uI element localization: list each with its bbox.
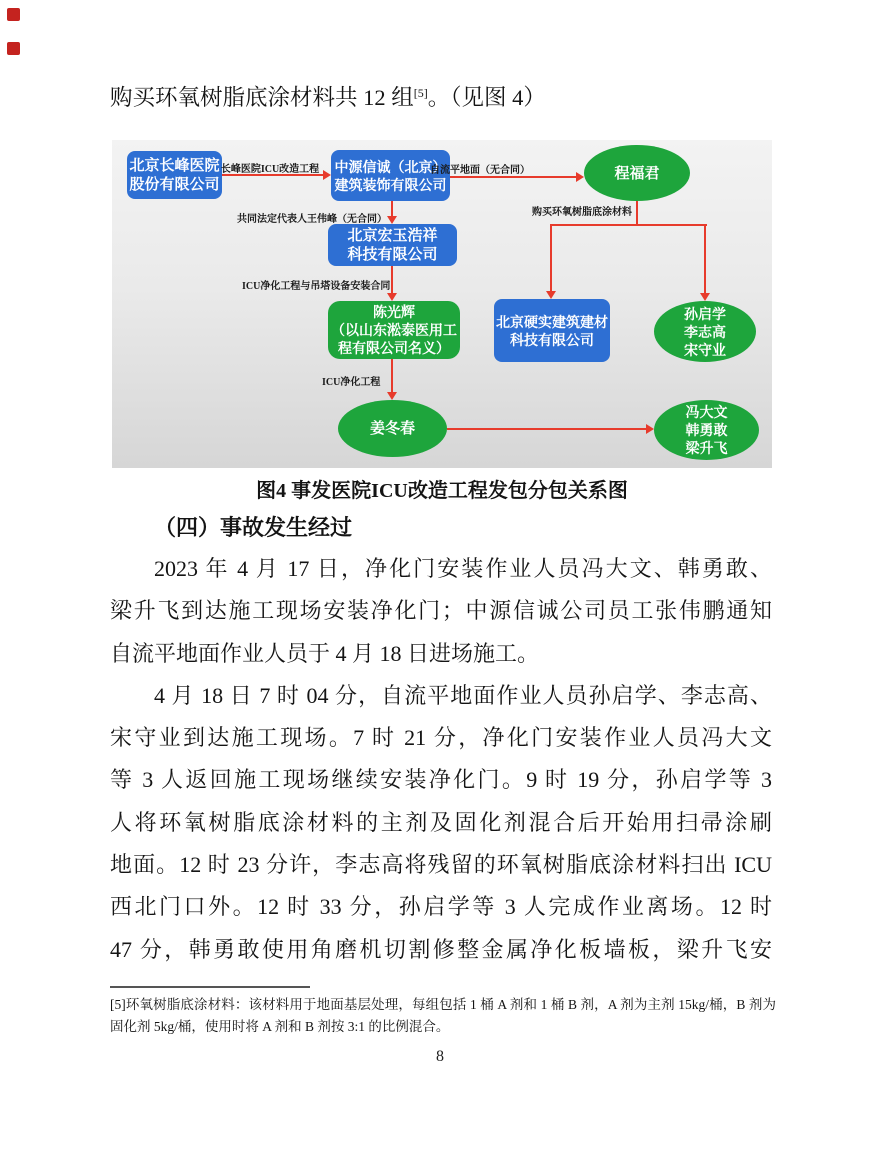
connector-jiang-feng (447, 428, 646, 430)
body-line: 梁升飞到达施工现场安装净化门；中源信诚公司员工张伟鹏通知 (110, 598, 772, 624)
arrowhead (700, 293, 710, 301)
body-line: 2023 年 4 月 17 日，净化门安装作业人员冯大文、韩勇敢、 (154, 556, 772, 581)
arrowhead (576, 172, 584, 182)
intro-paragraph (110, 78, 790, 113)
node-line: 股份有限公司 (129, 176, 220, 193)
node-line: 韩勇敢 (685, 422, 728, 438)
node-line: 北京硬实建筑建材 (496, 313, 608, 330)
connector-chengfujun-down (636, 201, 638, 226)
node-hongyu-haoxiang (328, 224, 457, 266)
node-line: 姜冬春 (369, 420, 415, 437)
connector-split-horizontal (550, 224, 707, 226)
node-line: （以山东淞泰医用工 (331, 322, 457, 338)
edge-label-purification-contract: ICU净化工程与吊塔设备安装合同 (242, 281, 391, 292)
connector-chen-jiang (391, 359, 393, 392)
red-annotation-icon (7, 8, 20, 21)
node-yingshi-building (494, 299, 610, 362)
edge-label-selfleveling: 自流平地面（无合同） (430, 165, 530, 176)
body-line: 等 3 人返回施工现场继续安装净化门。9 时 19 分，孙启学等 3 (110, 767, 772, 793)
node-line: 宋守业 (684, 341, 726, 358)
footnote-line: 固化剂 5kg/桶，使用时将 A 剂和 B 剂按 3:1 的比例混合。 (110, 1018, 450, 1034)
node-changfeng-hospital (127, 151, 222, 199)
edge-label-icu-purification: ICU净化工程 (322, 377, 381, 388)
connector-zhongyuan-hongyu (391, 201, 393, 216)
node-feng-group (654, 400, 759, 460)
edge-label-legal-rep: 共同法定代表人王伟峰（无合同） (237, 214, 387, 225)
node-sun-group (654, 301, 756, 362)
page-number: 8 (436, 1048, 444, 1065)
body-line: 4 月 18 日 7 时 04 分，自流平地面作业人员孙启学、李志高、 (154, 682, 772, 708)
footnote-divider (110, 986, 310, 988)
node-line: 北京长峰医院 (129, 157, 220, 174)
figure4-caption: 图4 事发医院ICU改造工程发包分包关系图 (256, 480, 628, 502)
node-jiang-dongchun (338, 400, 447, 457)
body-line: 47 分，韩勇敢使用角磨机切割修整金属净化板墙板，梁升飞安 (110, 936, 772, 962)
node-line: 孙启学 (684, 305, 726, 322)
red-annotation-icon (7, 42, 20, 55)
body-text (110, 548, 772, 971)
body-line: 人将环氧树脂底涂材料的主剂及固化剂混合后开始用扫帚涂刷 (110, 809, 772, 835)
node-line: 冯大文 (685, 404, 728, 420)
body-line: 宋守业到达施工现场。7 时 21 分，净化门安装作业人员冯大文 (110, 725, 772, 751)
node-line: 北京宏玉浩祥 (347, 227, 438, 244)
connector-zhongyuan-chengfujun (450, 176, 576, 178)
figure4-diagram (112, 140, 772, 468)
body-line: 自流平地面作业人员于 4 月 18 日进场施工。 (110, 640, 540, 666)
arrowhead (546, 291, 556, 299)
body-line: 西北门口外。12 时 33 分，孙启学等 3 人完成作业离场。12 时 (110, 894, 772, 920)
arrowhead (387, 216, 397, 224)
connector-to-yingshi (550, 224, 552, 291)
node-line: 科技有限公司 (510, 331, 594, 348)
arrowhead (387, 392, 397, 400)
footnote (110, 994, 776, 1037)
node-line: 中源信诚（北京） (334, 158, 447, 175)
edge-label-icu-project: 长峰医院ICU改造工程 (220, 164, 320, 175)
node-line: 程有限公司名义） (338, 340, 450, 356)
node-line: 科技有限公司 (347, 246, 438, 263)
node-line: 建筑装饰有限公司 (334, 176, 447, 193)
arrowhead (646, 424, 654, 434)
connector-hongyu-chen (391, 266, 393, 293)
arrowhead (387, 293, 397, 301)
footnote-ref-5: [5] (413, 86, 428, 100)
body-line: 地面。12 时 23 分许，李志高将残留的环氧树脂底涂材料扫出 ICU (110, 852, 772, 878)
section-heading: （四）事故发生经过 (154, 515, 353, 540)
intro-text: 购买环氧树脂底涂材料共 12 组 (110, 85, 414, 110)
node-line: 梁升飞 (685, 440, 728, 456)
node-chen-guanghui (328, 301, 460, 359)
node-line: 陈光辉 (373, 304, 415, 320)
node-line: 李志高 (684, 323, 726, 340)
footnote-line: [5]环氧树脂底涂材料：该材料用于地面基层处理，每组包括 1 桶 A 剂和 1 桶 B 剂，A 剂为主剂 15kg/桶，B 剂为 (110, 997, 776, 1012)
node-line: 程福君 (614, 164, 660, 182)
connector-to-sungroup (704, 224, 706, 293)
intro-text-after: 。（见图 4） (427, 85, 546, 110)
node-cheng-fujun (584, 145, 690, 201)
edge-label-buy-epoxy: 购买环氧树脂底涂材料 (532, 207, 632, 218)
